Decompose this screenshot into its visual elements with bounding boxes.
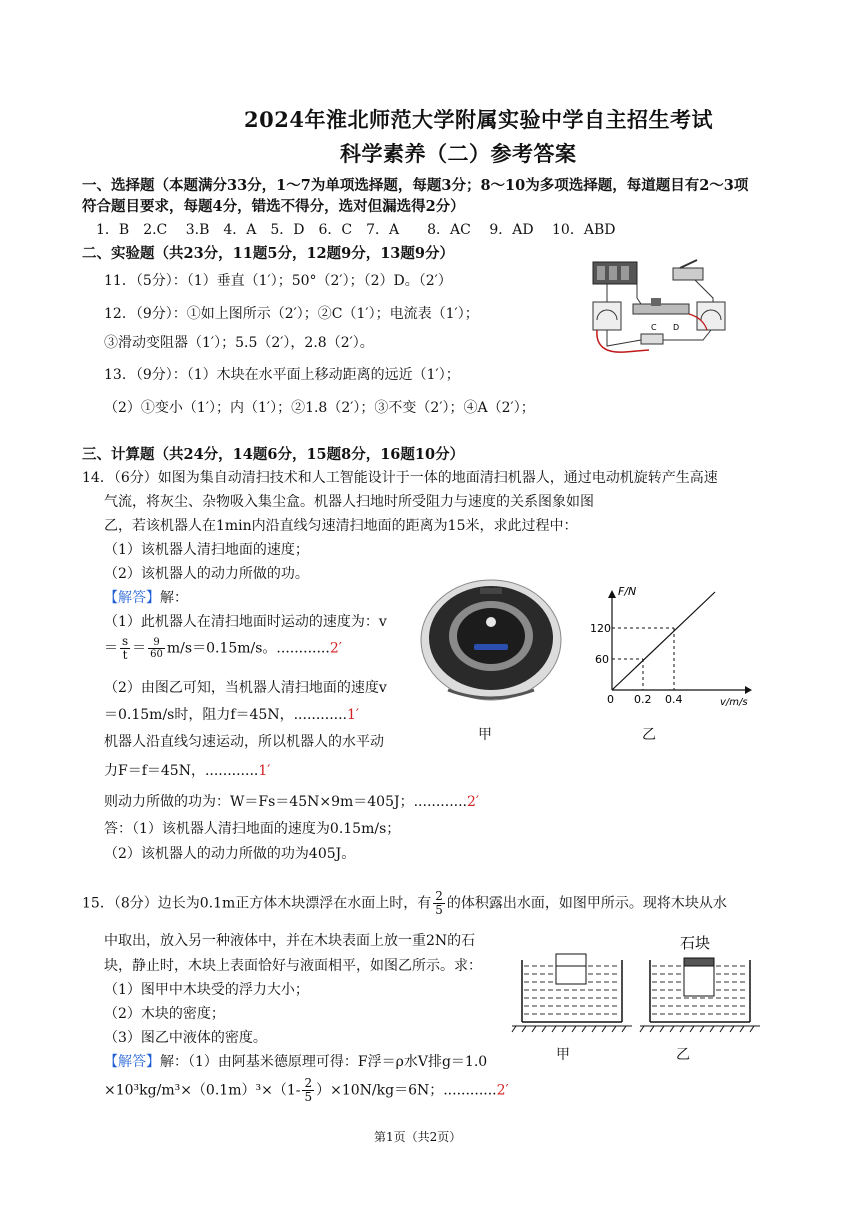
q14-line1: 14．（6分）如图为集自动清扫技术和人工智能设计于一体的地面清扫机器人，通过电动机旋转产生高速: [82, 470, 718, 486]
section-1-heading: 一、选择题（本题满分33分，1～7为单项选择题，每题3分；8～10为多项选择题，每道题目有2～3项: [82, 177, 749, 194]
q14-answer-1: （1）此机器人在清扫地面时运动的速度为：v: [104, 614, 387, 630]
section-2-heading: 二、实验题（共23分，11题5分，12题9分，13题9分）: [82, 245, 454, 262]
page-footer: 第1页（共2页）: [374, 1130, 462, 1144]
figure-jia-label: 甲: [478, 727, 492, 743]
q15-line5: （2）木块的密度；: [104, 1006, 225, 1022]
graph-xtick-0: 0: [607, 693, 614, 706]
force-speed-graph: [590, 585, 760, 710]
stone-label: 石块: [680, 934, 711, 952]
q14-line3: 乙，若该机器人在1min内沿直线匀速清扫地面的距离为15米，求此过程中：: [104, 518, 578, 534]
choice-answers: 1．B 2.C 3.B 4．A 5．D 6．C 7．A 8．AC 9．AD 10．ABD: [96, 222, 616, 238]
page-title: 2024年淮北师范大学附属实验中学自主招生考试: [244, 107, 713, 132]
q15-answer-1: 【解答】解：（1）由阿基米德原理可得：F浮＝ρ水V排g＝1.0: [104, 1054, 488, 1070]
tank-jia: [512, 954, 632, 1032]
wood-block-jia: [556, 954, 586, 984]
q15-line3: 块，静止时，木块上表面恰好与液面相平，如图乙所示。求：: [104, 958, 482, 974]
q15-line2: 中取出，放入另一种液体中，并在木块表面上放一重2N的石: [104, 933, 476, 949]
graph-xlabel: v/m/s: [720, 697, 748, 708]
q15-line1: 15．（8分）边长为0.1m正方体木块漂浮在水面上时，有 $\frac{2}{5}$ 的体积露出水面，如图甲所示。现将木块从水: [82, 889, 727, 917]
graph-xtick-04: 0.4: [665, 693, 683, 706]
answer-13-line2: （2）①变小（1′）；内（1′）；②1.8（2′）；③不变（2′）；④A（2′）；: [104, 400, 535, 416]
q14-line2: 气流，将灰尘、杂物吸入集尘盒。机器人扫地时所受阻力与速度的关系图象如图: [104, 494, 594, 510]
voltmeter-icon: [697, 302, 725, 330]
robot-vacuum-image: [418, 578, 564, 708]
answer-13-line1: 13．（9分）：（1）木块在水平面上移动距离的远近（1′）；: [104, 367, 460, 383]
figure-yi-label: 乙: [642, 727, 656, 743]
page-subtitle: 科学素养（二）参考答案: [340, 141, 577, 166]
svg-text:C: C: [651, 323, 657, 332]
section-3-heading: 三、计算题（共24分，14题6分，15题8分，16题10分）: [82, 446, 465, 463]
tank-jia-label: 甲: [556, 1047, 570, 1063]
q14-answer-9: （2）该机器人的动力所做的功为405J。: [104, 846, 356, 862]
circuit-diagram: [585, 258, 733, 360]
q14-line5: （2）该机器人的动力所做的功。: [104, 566, 309, 582]
q14-answer-label: 【解答】解：: [104, 590, 188, 606]
q14-answer-2: ＝ $\frac{s}{t}$ ＝ $\frac{9}{60}$ m/s＝0.15m/s。............2′: [104, 634, 342, 662]
tank-figures: [510, 930, 766, 1042]
q14-answer-5: 机器人沿直线匀速运动，所以机器人的水平动: [104, 734, 384, 750]
q14-answer-8: 答：（1）该机器人清扫地面的速度为0.15m/s；: [104, 821, 401, 837]
q15-line6: （3）图乙中液体的密度。: [104, 1030, 267, 1046]
answer-12-line2: ③滑动变阻器（1′）；5.5（2′），2.8（2′）。: [104, 335, 374, 351]
q14-answer-4: ＝0.15m/s时，阻力f＝45N，............1′: [104, 707, 360, 723]
switch-icon: [673, 268, 703, 280]
answer-12-line1: 12．（9分）：①如上图所示（2′）；②C（1′）；电流表（1′）；: [104, 306, 479, 322]
resistor-icon: [641, 334, 663, 344]
q14-answer-3: （2）由图乙可知，当机器人清扫地面的速度v: [104, 680, 387, 696]
graph-ytick-60: 60: [595, 653, 609, 666]
tank-yi-label: 乙: [676, 1047, 690, 1063]
graph-ylabel: F/N: [618, 585, 637, 598]
ammeter-icon: [593, 302, 621, 330]
stone-block: [684, 958, 714, 966]
tank-yi: [640, 958, 760, 1032]
answer-11: 11．（5分）：（1）垂直（1′）；50°（2′）；（2）D。（2′）: [104, 273, 452, 289]
q14-answer-7: 则动力所做的功为：W＝Fs＝45N×9m＝405J；............2′: [104, 794, 480, 810]
q14-line4: （1）该机器人清扫地面的速度；: [104, 542, 309, 558]
svg-text:D: D: [673, 323, 680, 332]
q15-answer-2: ×10³kg/m³×（0.1m）³×（1- $\frac{2}{5}$ ）×10N/kg＝6N；............2′: [104, 1076, 509, 1104]
q15-line4: （1）图甲中木块受的浮力大小；: [104, 982, 309, 998]
graph-ytick-120: 120: [590, 622, 611, 635]
graph-xtick-02: 0.2: [634, 693, 652, 706]
section-1-heading-cont: 符合题目要求，每题4分，错选不得分，选对但漏选得2分）: [82, 198, 465, 215]
q14-answer-6: 力F＝f＝45N，............1′: [104, 763, 271, 779]
wood-block-yi: [684, 966, 714, 996]
